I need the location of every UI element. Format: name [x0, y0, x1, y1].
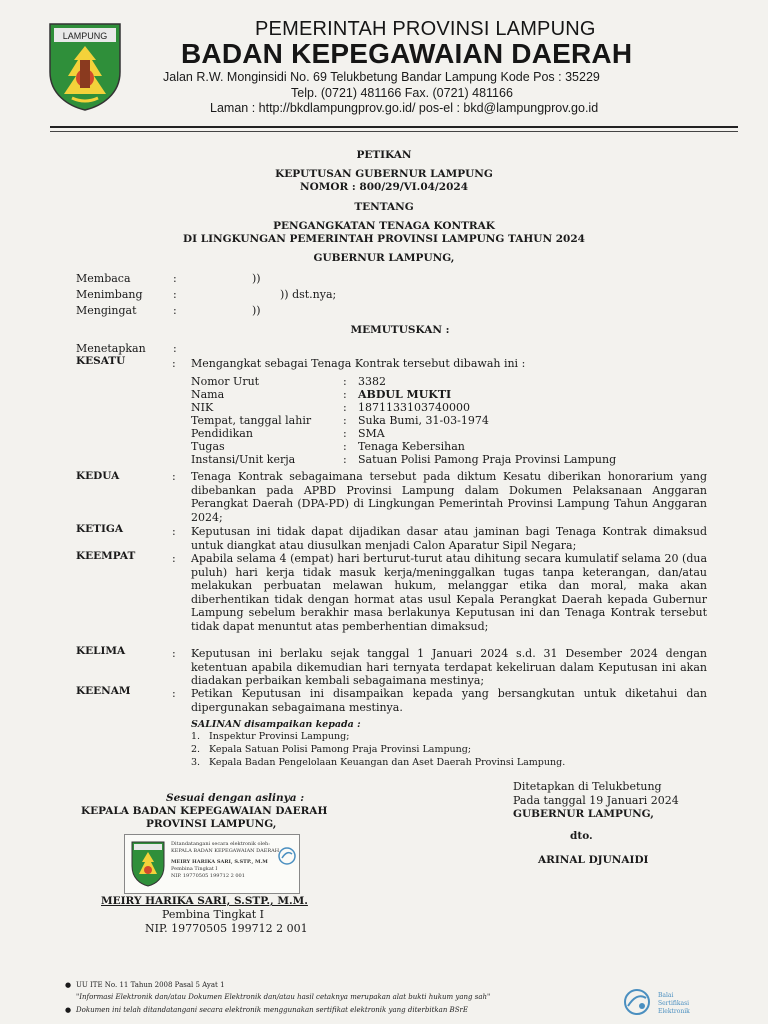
tentang-heading: TENTANG: [354, 201, 414, 213]
bio-value: 3382: [358, 375, 386, 388]
bkd-head-nip: NIP. 19770505 199712 2 001: [145, 922, 308, 935]
bio-colon: :: [343, 427, 347, 440]
keempat-text: Apabila selama 4 (empat) hari berturut-turut atau dihitung secara kumulatif selama 20 (dua puluh) hari kerja tidak masuk kerja/meninggalkan tugas tanpa keterangan, dan/atau melakukan perbuatan melawan hukum, melanggar etika dan moral, maka akan diberhentikan tidak dengan hormat atas usul Kepala Perangkat Daerah kepada Gubernur Lampung sebelum berakhir masa berlakunya Keputusan ini dan Tenaga Kontrak tersebut tidak dapat menuntut atas pemberhentian dimaksud;: [191, 552, 707, 633]
bio-label: Pendidikan: [191, 427, 253, 440]
decree-date: Pada tanggal 19 Januari 2024: [513, 794, 679, 807]
bio-label: Nomor Urut: [191, 375, 260, 388]
keempat-colon: :: [172, 552, 176, 565]
bsre-icon: [278, 847, 296, 865]
stamp-line: NIP. 19770505 199712 2 001: [171, 873, 245, 879]
bsre-text: Sertifikasi: [658, 1000, 690, 1007]
bio-label: NIK: [191, 401, 214, 414]
letterhead-rule-thick: [50, 126, 738, 128]
bio-colon: :: [343, 414, 347, 427]
bkd-head-office-line2: PROVINSI LAMPUNG,: [146, 818, 277, 830]
footer-law: UU ITE No. 11 Tahun 2008 Pasal 5 Ayat 1: [76, 981, 225, 989]
lampung-province-emblem: [130, 840, 166, 888]
bio-label: Nama: [191, 388, 225, 401]
menetapkan-label: Menetapkan: [76, 342, 146, 355]
bsre-text: Elektronik: [658, 1008, 690, 1015]
menimbang-value: )) dst.nya;: [280, 288, 337, 301]
bio-value: Satuan Polisi Pamong Praja Provinsi Lampung: [358, 453, 617, 466]
bio-colon: :: [343, 388, 347, 401]
bio-colon: :: [343, 375, 347, 388]
lampung-province-emblem: [44, 20, 126, 112]
letterhead-government: PEMERINTAH PROVINSI LAMPUNG: [255, 18, 596, 40]
kelima-colon: :: [172, 647, 176, 660]
kesatu-colon: :: [172, 357, 176, 370]
ketiga-text: Keputusan ini tidak dapat dijadikan dasar atau jaminan bagi Tenaga Kontrak dimaksud untuk diangkat atau diusulkan menjadi Calon Aparatur Sipil Negara;: [191, 525, 707, 552]
electronic-signature-stamp: [124, 834, 300, 894]
kesatu-label: KESATU: [76, 355, 126, 367]
governor-office: GUBERNUR LAMPUNG,: [513, 808, 654, 820]
footer-quote: "Informasi Elektronik dan/atau Dokumen Elektronik dan/atau hasil cetaknya merupakan alat bukti hukum yang sah": [76, 993, 491, 1001]
menetapkan-colon: :: [173, 342, 177, 355]
bio-value: SMA: [358, 427, 385, 440]
decree-title: KEPUTUSAN GUBERNUR LAMPUNG: [275, 168, 493, 180]
bio-label: Tempat, tanggal lahir: [191, 414, 312, 427]
mengingat-label: Mengingat: [76, 304, 137, 317]
bio-label: Tugas: [191, 440, 225, 453]
kedua-colon: :: [172, 470, 176, 483]
menimbang-colon: :: [173, 288, 177, 301]
kedua-label: KEDUA: [76, 470, 120, 482]
salinan-item: 3. Kepala Badan Pengelolaan Keuangan dan Aset Daerah Provinsi Lampung.: [191, 757, 566, 768]
memutuskan-heading: MEMUTUSKAN :: [350, 324, 450, 336]
letterhead-agency: BADAN KEPEGAWAIAN DAERAH: [181, 38, 633, 69]
bio-colon: :: [343, 453, 347, 466]
bio-value-name: ABDUL MUKTI: [358, 388, 452, 401]
bsre-text: Balai: [658, 992, 674, 999]
letterhead-phone: Telp. (0721) 481166 Fax. (0721) 481166: [291, 86, 513, 100]
bkd-head-rank: Pembina Tingkat I: [162, 908, 265, 921]
membaca-colon: :: [173, 272, 177, 285]
decree-place: Ditetapkan di Telukbetung: [513, 780, 662, 793]
salinan-heading: SALINAN disampaikan kepada :: [191, 719, 361, 730]
petikan-heading: PETIKAN: [356, 149, 412, 161]
kedua-text: Tenaga Kontrak sebagaimana tersebut pada diktum Kesatu diberikan honorarium yang dibebankan pada APBD Provinsi Lampung dalam Dokumen Pelaksanaan Anggaran Perangkat Daerah (DPA-PD) di Lingkungan Pemerintah Provinsi Lampung Tahun Anggaran 2024;: [191, 470, 707, 524]
kelima-label: KELIMA: [76, 645, 126, 657]
menimbang-label: Menimbang: [76, 288, 143, 301]
ketiga-label: KETIGA: [76, 523, 123, 535]
decree-subject-line2: DI LINGKUNGAN PEMERINTAH PROVINSI LAMPUNG TAHUN 2024: [183, 233, 585, 245]
kelima-text: Keputusan ini berlaku sejak tanggal 1 Januari 2024 s.d. 31 Desember 2024 dengan ketentuan apabila dikemudian hari ternyata terdapat kekeliruan dalam Keputusan ini akan diadakan perbaikan kembali sebagaimana mestinya;: [191, 647, 707, 687]
salinan-item: 1. Inspektur Provinsi Lampung;: [191, 731, 350, 742]
mengingat-value: )): [252, 304, 261, 317]
ketiga-colon: :: [172, 525, 176, 538]
dto-mark: dto.: [570, 830, 593, 842]
bio-colon: :: [343, 401, 347, 414]
mengingat-colon: :: [173, 304, 177, 317]
bio-value: 1871133103740000: [358, 401, 470, 414]
letterhead-web: Laman : http://bkdlampungprov.go.id/ pos-el : bkd@lampungprov.go.id: [210, 101, 599, 115]
stamp-line: Ditandatangani secara elektronik oleh:: [171, 841, 270, 847]
bio-value: Suka Bumi, 31-03-1974: [358, 414, 489, 427]
bsre-logo-icon: [622, 988, 652, 1016]
kesatu-text: Mengangkat sebagai Tenaga Kontrak tersebut dibawah ini :: [191, 357, 526, 370]
svg-text:LAMPUNG: LAMPUNG: [62, 31, 108, 41]
salinan-item: 2. Kepala Satuan Polisi Pamong Praja Provinsi Lampung;: [191, 744, 472, 755]
bkd-head-office-line1: KEPALA BADAN KEPEGAWAIAN DAERAH: [81, 805, 328, 817]
bio-value: Tenaga Kebersihan: [358, 440, 465, 453]
keenam-label: KEENAM: [76, 685, 131, 697]
footer-bullet: ●: [65, 1006, 72, 1014]
stamp-line: Pembina Tingkat I: [171, 866, 218, 872]
decree-subject-line1: PENGANGKATAN TENAGA KONTRAK: [273, 220, 495, 232]
footer-bsre-note: Dokumen ini telah ditandatangani secara elektronik menggunakan sertifikat elektronik yang diterbitkan BSrE: [76, 1006, 468, 1014]
stamp-line: KEPALA BADAN KEPEGAWAIAN DAERAH: [171, 848, 280, 854]
bkd-head-name: MEIRY HARIKA SARI, S.STP., M.M.: [101, 895, 308, 907]
keenam-colon: :: [172, 687, 176, 700]
governor-name: ARINAL DJUNAIDI: [538, 854, 649, 866]
stamp-line: MEIRY HARIKA SARI, S.STP., M.M: [171, 859, 268, 865]
letterhead-address: Jalan R.W. Monginsidi No. 69 Telukbetung Bandar Lampung Kode Pos : 35229: [163, 70, 600, 84]
footer-bullet: ●: [65, 981, 72, 989]
keenam-text: Petikan Keputusan ini disampaikan kepada yang bersangkutan untuk diketahui dan dipergunakan sebagaimana mestinya.: [191, 687, 707, 714]
keempat-label: KEEMPAT: [76, 550, 136, 562]
membaca-label: Membaca: [76, 272, 131, 285]
bio-colon: :: [343, 440, 347, 453]
letterhead-rule-thin: [50, 131, 738, 132]
bio-label: Instansi/Unit kerja: [191, 453, 296, 466]
issuer-heading: GUBERNUR LAMPUNG,: [313, 252, 455, 264]
membaca-value: )): [252, 272, 261, 285]
sesuai-aslinya: Sesuai dengan aslinya :: [166, 792, 305, 804]
decree-number: NOMOR : 800/29/VI.04/2024: [299, 181, 468, 193]
